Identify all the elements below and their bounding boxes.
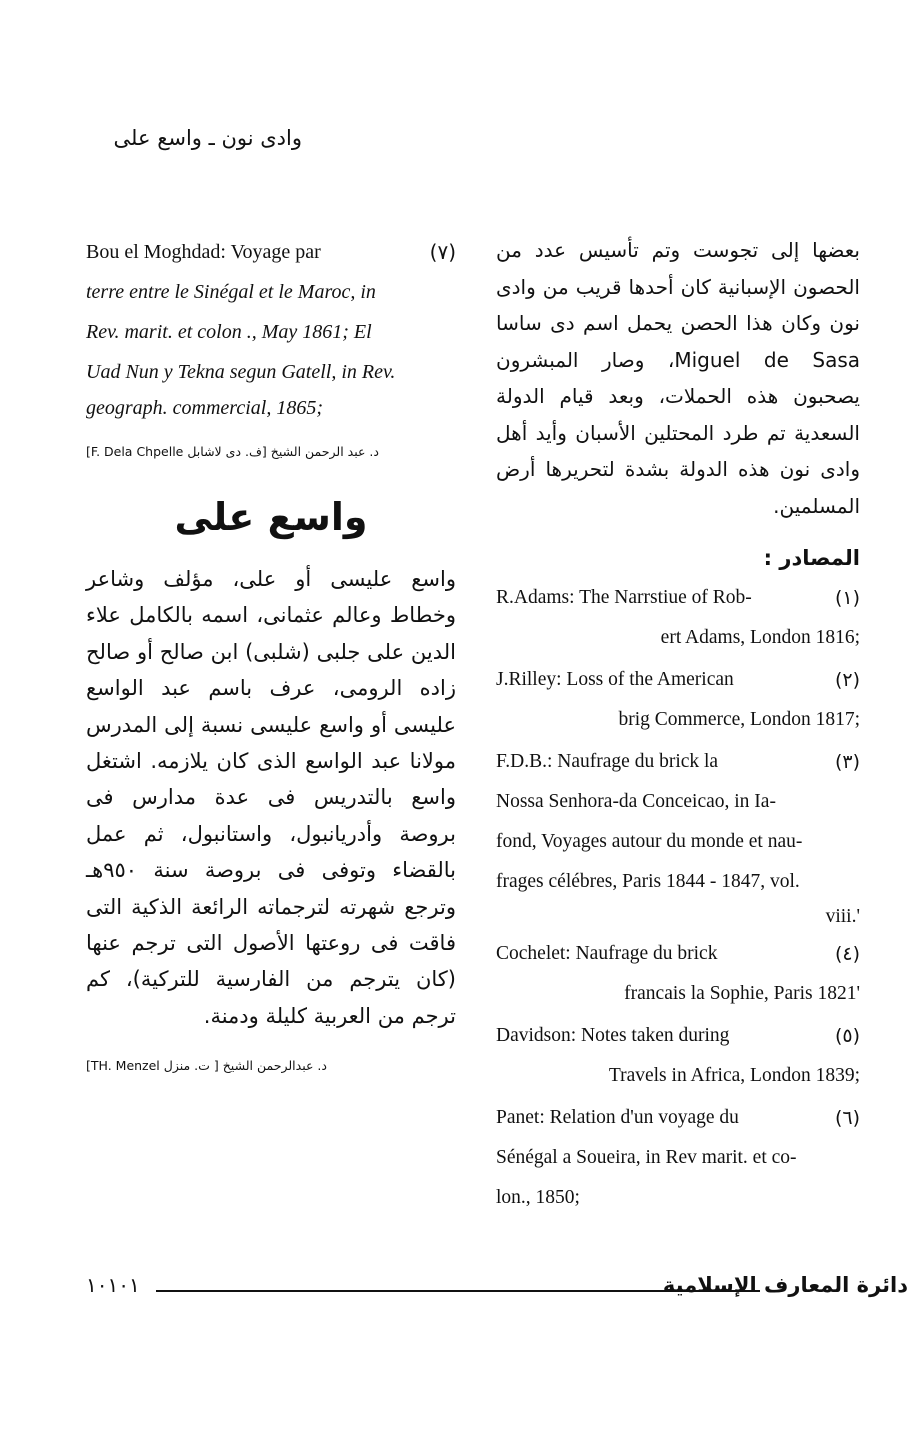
reference-item <box>496 1016 860 1096</box>
article-body: واسع عليسى أو على، مؤلف وشاعر وخطاط وعالم عثمانى، اسمه بالكامل علاء الدين على جلبى (شلبى) ابن صالح أو صالح زاده الرومى، عرف باسم عبد الواسع عليسى أو واسع عليسى نسبة إلى المدرس مولانا عبد الواسع الذى كان يلازمه. اشتغل واسع بالتدريس فى عدة مدارس فى بروصة وأدريانبول، واستانبول، ثم عمل بالقضاء وتوفى فى بروصة سنة ٩٥٠هـ وترجع شهرته لترجماته الرائعة الذكية التى فاقت فى روعتها الأصول التى ترجم عنها (كان يترجم من الفارسية للتركية)، كم ترجم من العربية كليلة ودمنة. <box>86 567 456 1028</box>
reference-number: (٣) <box>834 751 860 773</box>
reference-continuation: viii.' <box>825 906 860 927</box>
reference-item <box>496 934 860 1014</box>
reference-continuation: brig Commerce, London 1817; <box>618 709 860 730</box>
reference-continuation: ert Adams, London 1816; <box>660 627 860 648</box>
right-column <box>496 232 860 1220</box>
reference-continuation: francais la Sophie, Paris 1821' <box>624 983 860 1004</box>
reference-item <box>496 1098 860 1218</box>
reference-first-line: F.D.B.: Naufrage du brick la <box>496 751 719 772</box>
reference-7-line: Bou el Moghdad: Voyage par <box>86 241 321 263</box>
reference-continuation: Nossa Senhora-da Conceicao, in Ia- <box>496 791 776 812</box>
reference-number: (١) <box>834 587 860 609</box>
reference-item <box>496 660 860 740</box>
reference-first-line: R.Adams: The Narrstiue of Rob- <box>496 587 752 608</box>
reference-7-number: (٧) <box>429 240 456 264</box>
reference-continuation: Sénégal a Soueira, in Rev marit. et co- <box>496 1147 797 1168</box>
running-head: وادى نون ـ واسع على <box>113 126 302 150</box>
right-column-body: بعضها إلى تجوست وتم تأسيس عدد من الحصون الإسبانية كان أحدها قريب من وادى نون وكان هذا الحصن يحمل اسم دى ساسا Miguel de Sasa، وصار المبشرون يصحبون هذه الحملات، وبعد قيام الدولة السعدية تم طرد المحتلين الأسبان وأيد أهل وادى نون هذه الدولة بشدة لتحريرها أرض المسلمين. <box>496 238 860 518</box>
reference-number: (٦) <box>834 1107 860 1129</box>
reference-number: (٤) <box>834 943 860 965</box>
reference-item <box>496 578 860 658</box>
reference-7-line: Uad Nun y Tekna segun Gatell, in Rev. <box>86 361 396 383</box>
reference-item <box>496 742 860 932</box>
reference-first-line: J.Rilley: Loss of the American <box>496 669 734 690</box>
signature-1: د. عبد الرحمن الشيخ [ف. دى لاشابل F. Dela Chpelle] <box>86 444 379 459</box>
sources-heading: المصادر : <box>763 546 860 570</box>
reference-number: (٥) <box>834 1025 860 1047</box>
reference-continuation: fond, Voyages autour du monde et nau- <box>496 831 803 852</box>
reference-7-line: Rev. marit. et colon ., May 1861; El <box>86 321 372 343</box>
page-footer <box>86 1273 908 1303</box>
reference-7 <box>86 232 456 424</box>
reference-first-line: Davidson: Notes taken during <box>496 1025 730 1046</box>
signature-2: د. عبدالرحمن الشيخ [ ت. منزل TH. Menzel] <box>86 1058 327 1074</box>
reference-continuation: lon., 1850; <box>496 1187 580 1208</box>
reference-number: (٢) <box>834 669 860 691</box>
reference-7-line: geograph. commercial, 1865; <box>86 397 323 419</box>
reference-continuation: Travels in Africa, London 1839; <box>608 1065 860 1086</box>
left-column <box>86 232 456 1073</box>
page-number: ١٠١٠١ <box>86 1273 140 1297</box>
reference-first-line: Cochelet: Naufrage du brick <box>496 943 718 964</box>
article-title: واسع على <box>174 495 368 539</box>
encyclopedia-title: دائرة المعارف الإسلامية <box>662 1273 908 1297</box>
reference-first-line: Panet: Relation d'un voyage du <box>496 1107 739 1128</box>
reference-7-line: terre entre le Sinégal et le Maroc, in <box>86 281 376 303</box>
reference-list <box>496 578 860 1218</box>
reference-continuation: frages célébres, Paris 1844 - 1847, vol. <box>496 871 800 892</box>
